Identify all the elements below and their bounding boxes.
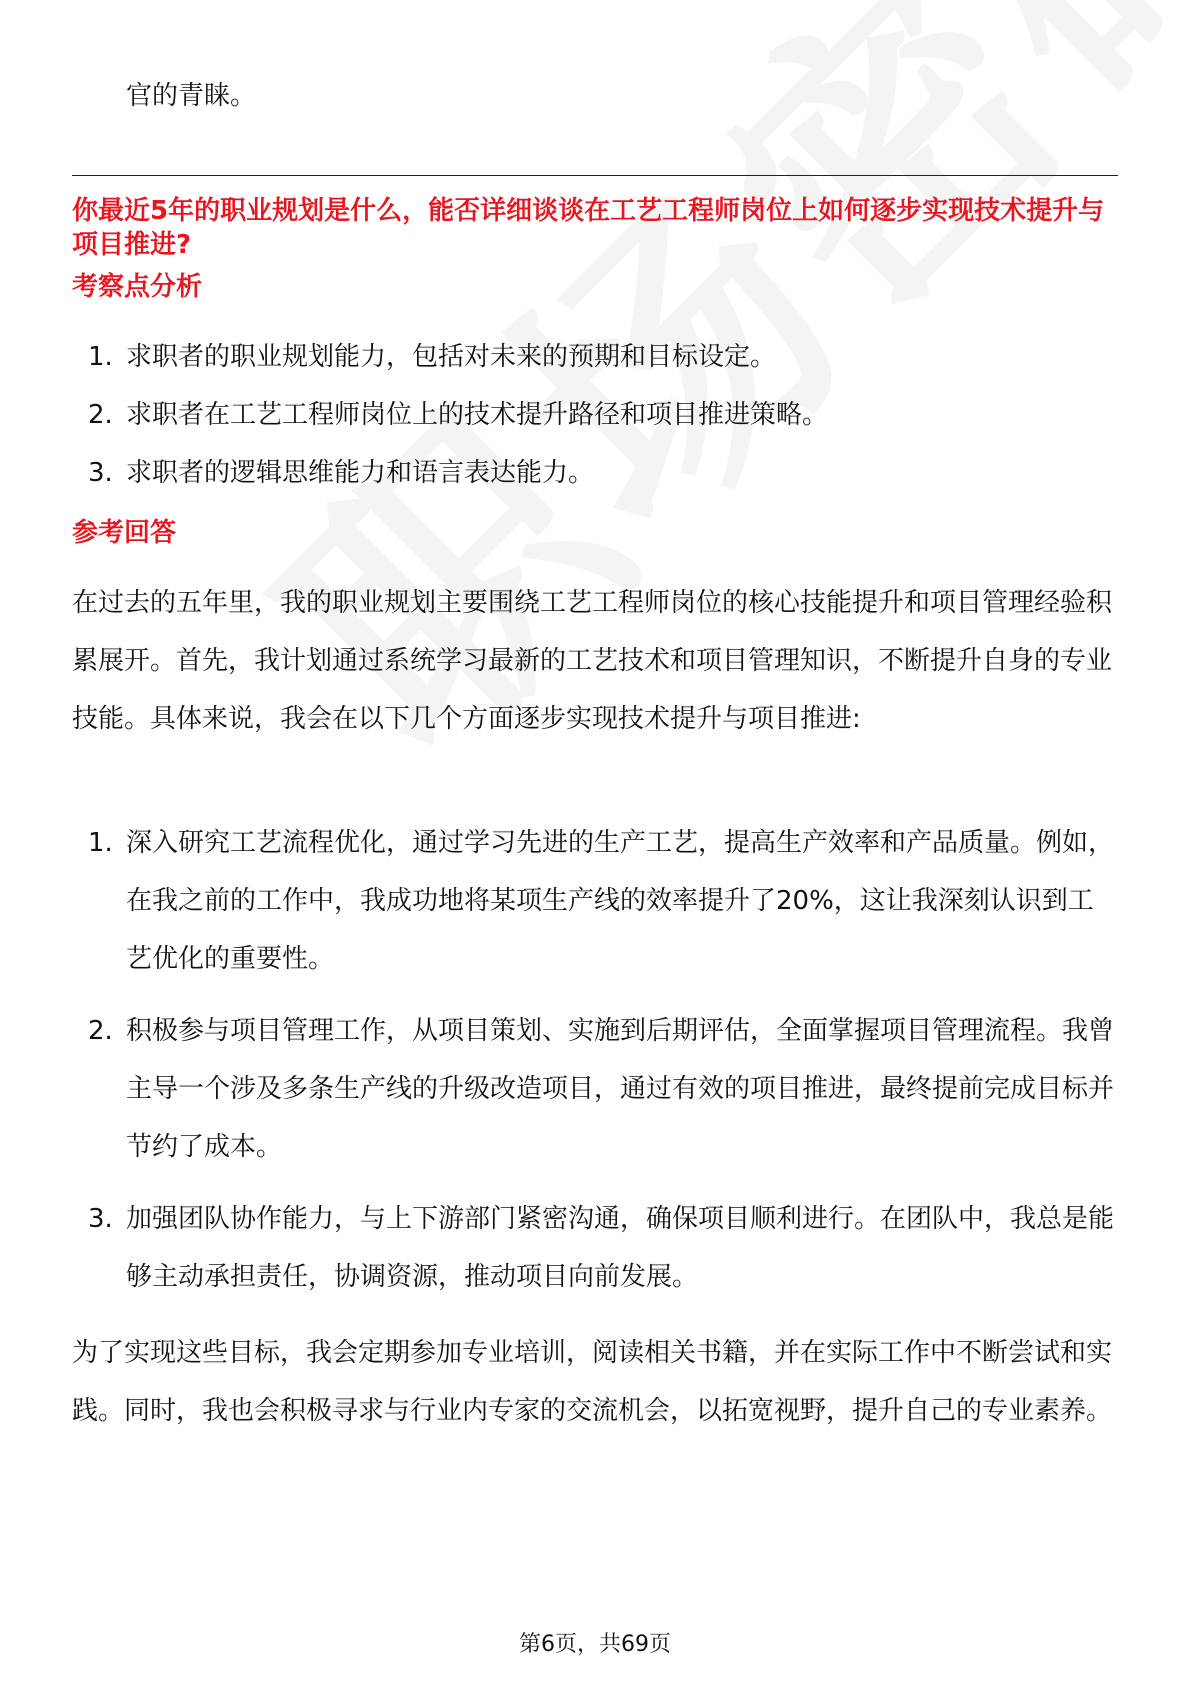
question-heading: 你最近5年的职业规划是什么，能否详细谈谈在工艺工程师岗位上如何逐步实现技术提升与项目推进? — [72, 196, 1105, 260]
list-number: 2. — [88, 400, 113, 430]
answer-title: 参考回答 — [72, 518, 177, 548]
page-footer: 第6页，共69页 — [519, 1632, 671, 1657]
answer-list-item-2 — [72, 1002, 1118, 1176]
list-item — [72, 328, 1118, 386]
list-item-text: 深入研究工艺流程优化，通过学习先进的生产工艺，提高生产效率和产品质量。例如，在我之前的工作中，我成功地将某项生产线的效率提升了20%，这让我深刻认识到工艺优化的重要性。 — [126, 828, 1115, 974]
list-item — [72, 1002, 1118, 1176]
previous-paragraph-tail: 官的青睐。 — [126, 81, 257, 111]
answer-intro-paragraph: 在过去的五年里，我的职业规划主要围绕工艺工程师岗位的核心技能提升和项目管理经验积累展开。首先，我计划通过系统学习最新的工艺技术和项目管理知识，不断提升自身的专业技能。具体来说，我会在以下几个方面逐步实现技术提升与项目推进: — [72, 588, 1113, 734]
list-number: 3. — [88, 1204, 113, 1234]
list-number: 2. — [88, 1016, 113, 1046]
list-item — [72, 1190, 1118, 1306]
list-item-text: 求职者在工艺工程师岗位上的技术提升路径和项目推进策略。 — [126, 400, 829, 430]
list-item — [72, 386, 1118, 444]
answer-closing-paragraph: 为了实现这些目标，我会定期参加专业培训，阅读相关书籍，并在实际工作中不断尝试和实践。同时，我也会积极寻求与行业内专家的交流机会，以拓宽视野，提升自己的专业素养。 — [72, 1338, 1113, 1426]
list-item-text: 求职者的职业规划能力，包括对未来的预期和目标设定。 — [126, 342, 777, 372]
analysis-list — [72, 328, 1118, 502]
list-item-text: 求职者的逻辑思维能力和语言表达能力。 — [126, 458, 595, 488]
list-item-text: 积极参与项目管理工作，从项目策划、实施到后期评估，全面掌握项目管理流程。我曾主导一个涉及多条生产线的升级改造项目，通过有效的项目推进，最终提前完成目标并节约了成本。 — [126, 1016, 1115, 1162]
list-number: 1. — [88, 342, 113, 372]
analysis-title: 考察点分析 — [72, 272, 203, 302]
answer-list-item-3 — [72, 1190, 1118, 1306]
list-number: 3. — [88, 458, 113, 488]
list-item — [72, 444, 1118, 502]
list-item — [72, 814, 1118, 988]
list-item-text: 加强团队协作能力，与上下游部门紧密沟通，确保项目顺利进行。在团队中，我总是能够主动承担责任，协调资源，推动项目向前发展。 — [126, 1204, 1115, 1292]
section-divider — [72, 175, 1118, 176]
answer-list-item-1 — [72, 814, 1118, 988]
list-number: 1. — [88, 828, 113, 858]
